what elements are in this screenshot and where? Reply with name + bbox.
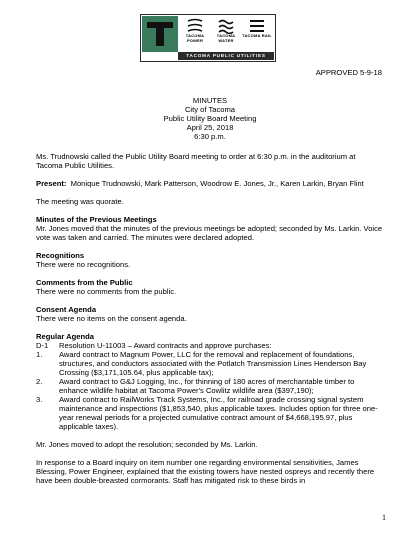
present-paragraph: [36, 179, 384, 188]
agenda-item-number: 3.: [36, 395, 43, 404]
agenda-item: [36, 395, 384, 431]
quorum-paragraph: The meeting was quorate.: [36, 197, 124, 206]
comments-heading: Comments from the Public: [36, 278, 133, 287]
approval-stamp: APPROVED 5-9-18: [315, 68, 382, 77]
present-names: Monique Trudnowski, Mark Patterson, Woodrow E. Jones, Jr., Karen Larkin, Bryan Flint: [70, 179, 364, 188]
agenda-item-number: D-1: [36, 341, 49, 350]
minutes-header: [0, 96, 420, 141]
consent-text: There were no items on the consent agenda.: [36, 314, 187, 323]
minutes-body: [36, 152, 384, 485]
consent-heading: Consent Agenda: [36, 305, 97, 314]
rail-lines-icon: [242, 18, 272, 34]
header-meeting: Public Utility Board Meeting: [163, 114, 257, 123]
regular-agenda-heading: Regular Agenda: [36, 332, 94, 341]
logo-unit-water: [211, 18, 241, 50]
agenda-item-text: Award contract to Magnum Power, LLC for the removal and replacement of foundations, structures, and conductors associated with the Potlatch Transmission Lines Henderson Bay Crossing ($3,171,105.64, plus applicable tax);: [59, 350, 367, 377]
logo-unit-power: [180, 18, 210, 50]
logo-unit-rail-label: TACOMA RAIL: [242, 33, 272, 38]
header-title: MINUTES: [192, 96, 228, 105]
recognitions-heading: Recognitions: [36, 251, 85, 260]
header-time: 6:30 p.m.: [194, 132, 226, 141]
motion-paragraph: Mr. Jones moved to adopt the resolution; seconded by Ms. Larkin.: [36, 440, 258, 449]
agenda-item-number: 2.: [36, 377, 43, 386]
logo-unit-power-label: TACOMA POWER: [185, 33, 205, 43]
intro-paragraph: Ms. Trudnowski called the Public Utility Board meeting to order at 6:30 p.m. in the auditorium at Tacoma Public Utilities.: [36, 152, 356, 170]
recognitions-text: There were no recognitions.: [36, 260, 131, 269]
agenda-item: [36, 377, 384, 395]
logo-unit-water-label: TACOMA WATER: [216, 33, 236, 43]
logo-bar-text: TACOMA PUBLIC UTILITIES: [178, 52, 274, 60]
page-number: 1: [382, 513, 386, 522]
agenda-item-text: Award contract to G&J Logging, Inc., for thinning of 180 acres of merchantable timber to enhance wildlife habitat at Tacoma Power's Cowlitz wildlife area ($397,190);: [59, 377, 355, 395]
agenda-item: [36, 350, 384, 377]
agenda-item-text: Award contract to RailWorks Track Systems, Inc., for railroad grade crossing signal system maintenance and inspections ($1,853,540, plus applicable taxes. Includes option for three one-year renewal periods for a projected cumulative contract amount of $4,668,195.97, plus applicable taxes).: [59, 395, 378, 431]
logo-t-mark: [142, 16, 178, 52]
water-waves-icon: [211, 18, 241, 34]
tacoma-public-utilities-logo: [140, 14, 276, 62]
agenda-item: [36, 341, 384, 350]
logo-unit-rail: [242, 18, 272, 50]
lightning-waves-icon: [180, 18, 210, 34]
agenda-item-number: 1.: [36, 350, 43, 359]
present-label: Present:: [36, 179, 67, 188]
header-org: City of Tacoma: [184, 105, 236, 114]
minutes-prev-text: Mr. Jones moved that the minutes of the previous meetings be adopted; seconded by Ms. Larkin. Voice vote was taken and carried. The minutes were declared adopted.: [36, 224, 383, 242]
minutes-prev-heading: Minutes of the Previous Meetings: [36, 215, 157, 224]
inquiry-paragraph: In response to a Board inquiry on item number one regarding environmental sensitivities, James Blessing, Power Engineer, explained that the existing towers have nested ospreys and recently there have been double-breasted cormorants. Staff has mitigated risk to these birds in: [36, 458, 375, 485]
header-date: April 25, 2018: [186, 123, 234, 132]
agenda-item-text: Resolution U-11003 – Award contracts and approve purchases:: [59, 341, 272, 350]
comments-text: There were no comments from the public.: [36, 287, 177, 296]
